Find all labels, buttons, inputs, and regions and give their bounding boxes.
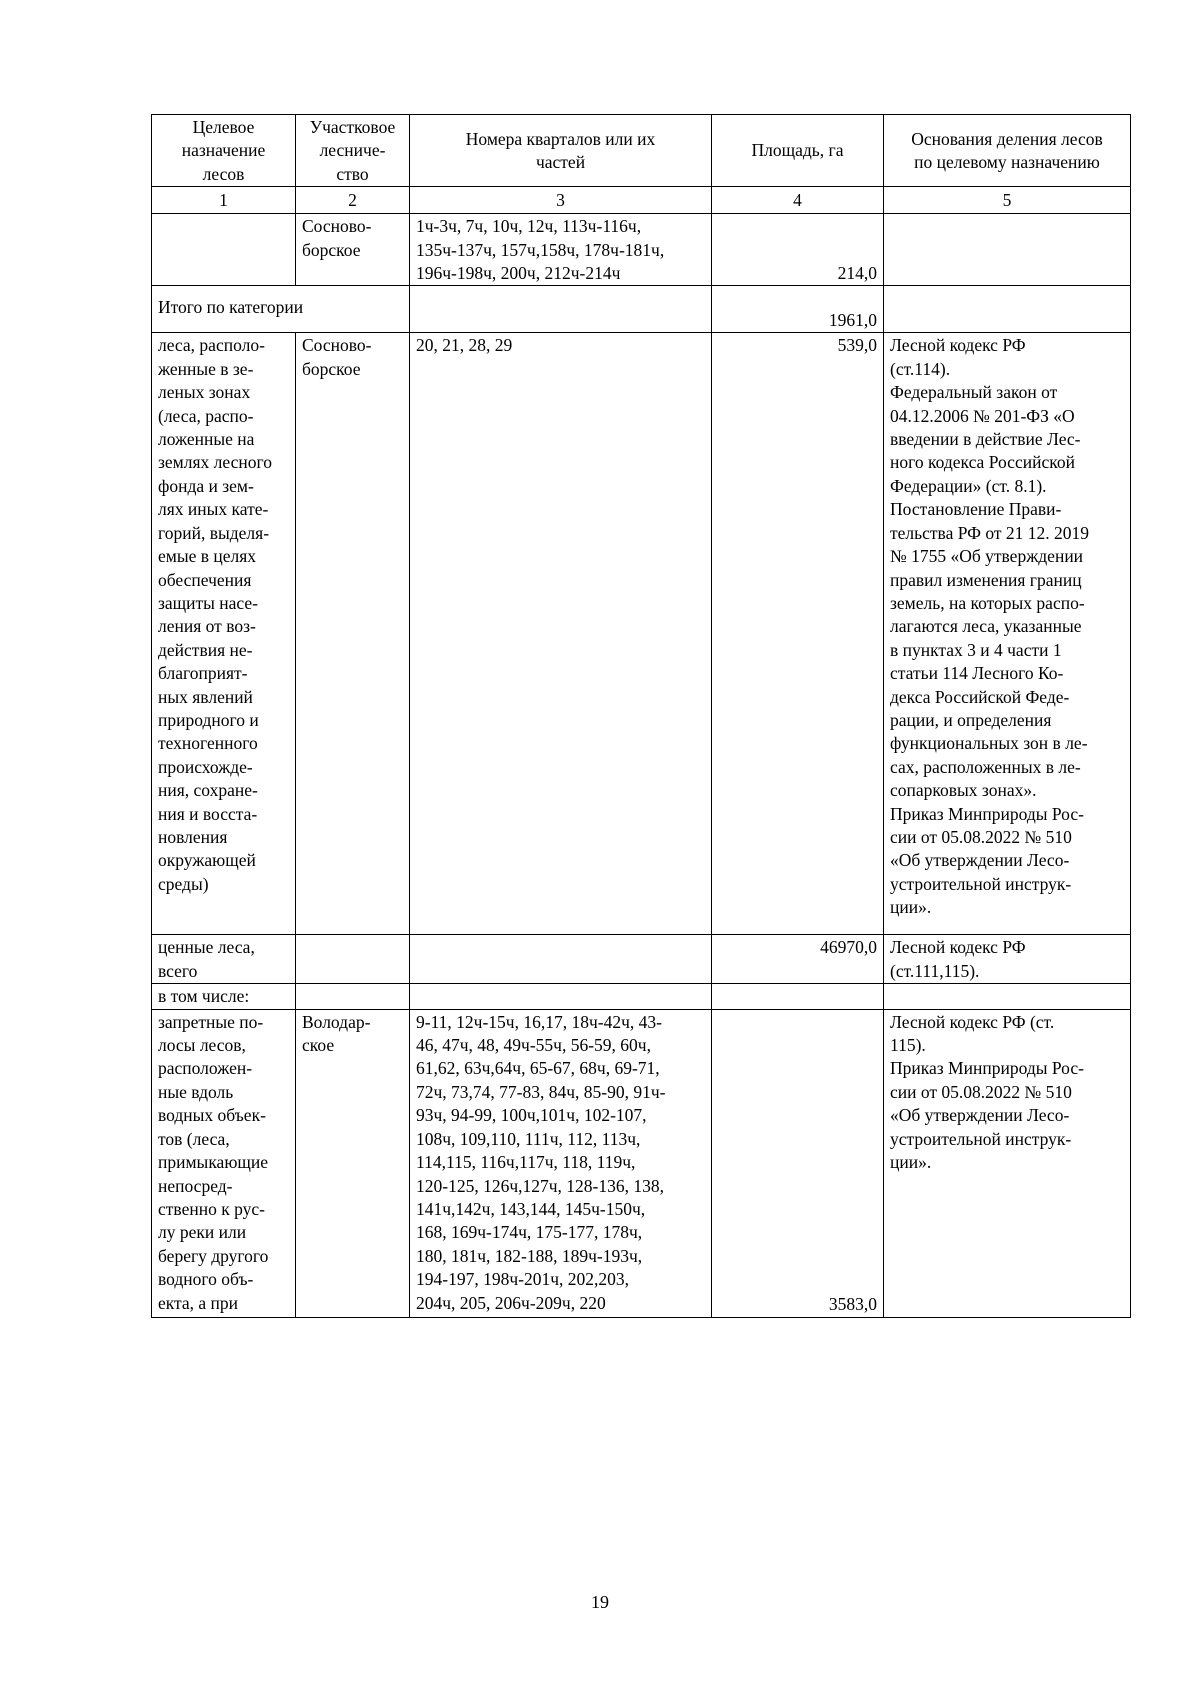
cell-forestry: Володар- ское <box>296 1009 410 1317</box>
cell-basis <box>884 214 1131 286</box>
header-area: Площадь, га <box>712 115 884 187</box>
cell-purpose: в том числе: <box>152 984 296 1009</box>
header-forestry: Участковое лесниче- ство <box>296 115 410 187</box>
cell-quarters: 20, 21, 28, 29 <box>410 333 712 935</box>
cell-quarters <box>410 935 712 984</box>
cell-area: 1961,0 <box>712 286 884 333</box>
table-row-subtotal <box>152 286 1131 333</box>
subtotal-label: Итого по категории <box>152 286 410 333</box>
cell-area: 3583,0 <box>712 1009 884 1317</box>
cell-purpose: леса, располо- женные в зе- леных зонах (леса, распо- ложенные на землях лесного фонда и зем- лях иных кате- горий, выделя- емые в целях обеспечения защиты насе- ления от воз- действия не- благоприят- ных явлений природного и техногенного происхожде- ния, сохране- ния и восста- новления окружающей среды) <box>152 333 296 935</box>
header-purpose: Целевое назначение лесов <box>152 115 296 187</box>
table-row <box>152 214 1131 286</box>
cell-basis <box>884 286 1131 333</box>
cell-area: 539,0 <box>712 333 884 935</box>
cell-quarters <box>410 984 712 1009</box>
cell-area: 46970,0 <box>712 935 884 984</box>
header-quarters: Номера кварталов или их частей <box>410 115 712 187</box>
cell-basis: Лесной кодекс РФ (ст.111,115). <box>884 935 1131 984</box>
cell-quarters: 9-11, 12ч-15ч, 16,17, 18ч-42ч, 43- 46, 47ч, 48, 49ч-55ч, 56-59, 60ч, 61,62, 63ч,64ч, 65-67, 68ч, 69-71, 72ч, 73,74, 77-83, 84ч, 85-90, 91ч- 93ч, 94-99, 100ч,101ч, 102-107, 108ч, 109,110, 111ч, 112, 113ч, 114,115, 116ч,117ч, 118, 119ч, 120-125, 126ч,127ч, 128-136, 138, 141ч,142ч, 143,144, 145ч-150ч, 168, 169ч-174ч, 175-177, 178ч, 180, 181ч, 182-188, 189ч-193ч, 194-197, 198ч-201ч, 202,203, 204ч, 205, 206ч-209ч, 220 <box>410 1009 712 1317</box>
column-number-row <box>152 187 1131 214</box>
cell-area <box>712 984 884 1009</box>
cell-quarters <box>410 286 712 333</box>
forest-purpose-table <box>151 114 1131 1318</box>
table-row <box>152 984 1131 1009</box>
column-number: 1 <box>152 187 296 214</box>
column-number: 5 <box>884 187 1131 214</box>
header-basis: Основания деления лесов по целевому назначению <box>884 115 1131 187</box>
cell-area: 214,0 <box>712 214 884 286</box>
table-row <box>152 333 1131 935</box>
cell-purpose <box>152 214 296 286</box>
cell-quarters: 1ч-3ч, 7ч, 10ч, 12ч, 113ч-116ч, 135ч-137ч, 157ч,158ч, 178ч-181ч, 196ч-198ч, 200ч, 212ч-214ч <box>410 214 712 286</box>
cell-purpose: ценные леса, всего <box>152 935 296 984</box>
cell-basis: Лесной кодекс РФ (ст.114). Федеральный закон от 04.12.2006 № 201-ФЗ «О введении в действие Лес- ного кодекса Российской Федерации» (ст. 8.1). Постановление Прави- тельства РФ от 21 12. 2019 № 1755 «Об утверждении правил изменения границ земель, на которых распо- лагаются леса, указанные в пунктах 3 и 4 части 1 статьи 114 Лесного Ко- декса Российской Феде- рации, и определения функциональных зон в ле- сах, расположенных в ле- сопарковых зонах». Приказ Минприроды Рос- сии от 05.08.2022 № 510 «Об утверждении Лесо- устроительной инструк- ции». <box>884 333 1131 935</box>
cell-forestry: Сосново- борское <box>296 333 410 935</box>
cell-basis: Лесной кодекс РФ (ст. 115). Приказ Минприроды Рос- сии от 05.08.2022 № 510 «Об утверждении Лесо- устроительной инструк- ции». <box>884 1009 1131 1317</box>
cell-purpose: запретные по- лосы лесов, расположен- ные вдоль водных объек- тов (леса, примыкающие непосред- ственно к рус- лу реки или берегу другого водного объ- екта, а при <box>152 1009 296 1317</box>
cell-basis <box>884 984 1131 1009</box>
column-number: 2 <box>296 187 410 214</box>
cell-forestry: Сосново- борское <box>296 214 410 286</box>
table-row <box>152 1009 1131 1317</box>
column-number: 4 <box>712 187 884 214</box>
cell-forestry <box>296 935 410 984</box>
page-number: 19 <box>591 1592 609 1612</box>
cell-forestry <box>296 984 410 1009</box>
table-row <box>152 935 1131 984</box>
column-number: 3 <box>410 187 712 214</box>
table-header-row <box>152 115 1131 187</box>
